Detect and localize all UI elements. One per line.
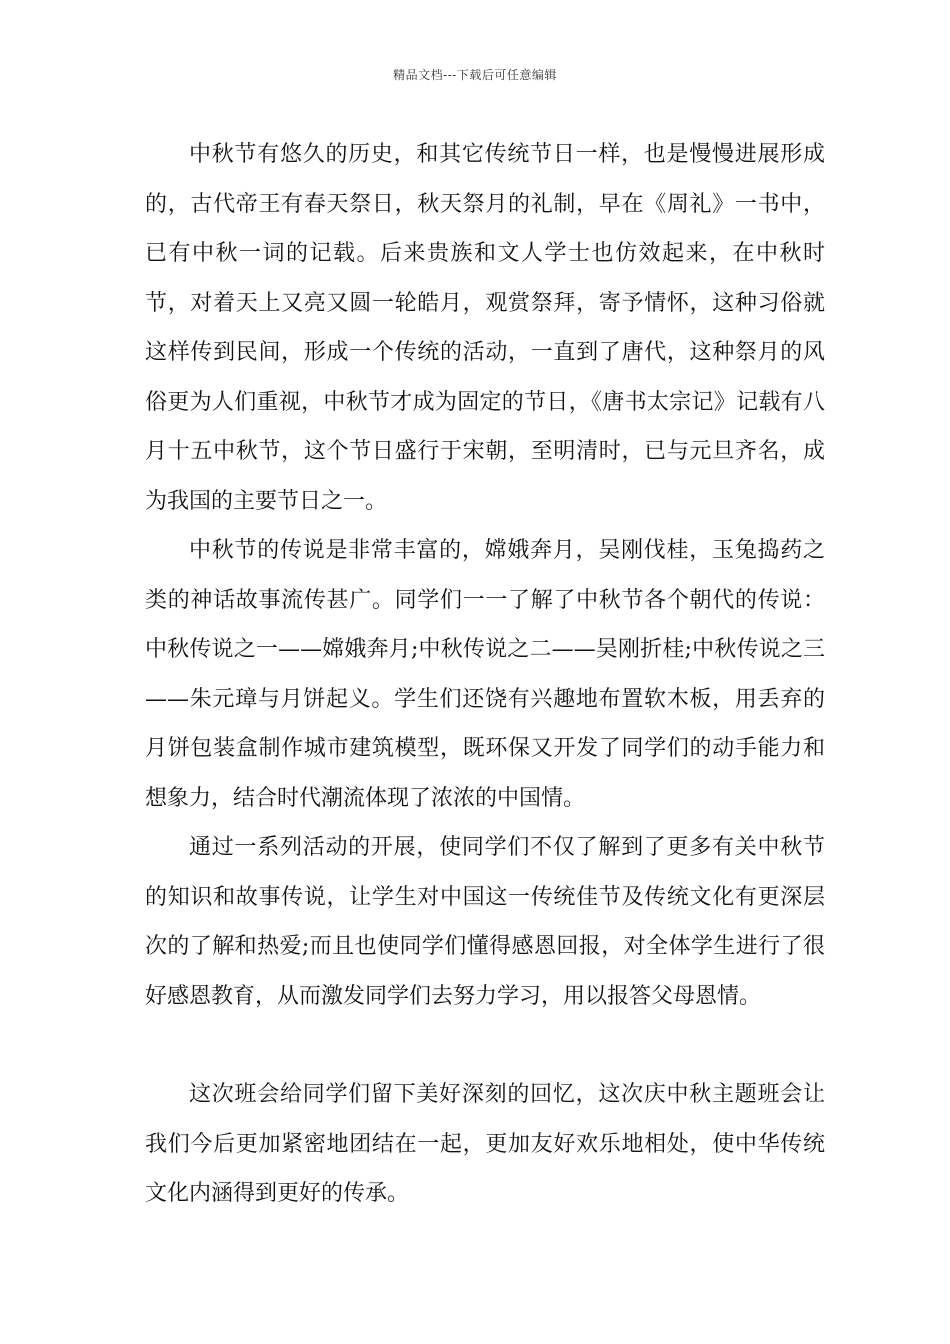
paragraph-history: 中秋节有悠久的历史，和其它传统节日一样，也是慢慢进展形成的，古代帝王有春天祭日，秋天祭月的礼制，早在《周礼》一书中，已有中秋一词的记载。后来贵族和文人学士也仿效起来，在中秋时节，对着天上又亮又圆一轮皓月，观赏祭拜，寄予情怀，这种习俗就这样传到民间，形成一个传统的活动，一直到了唐代，这种祭月的风俗更为人们重视，中秋节才成为固定的节日，《唐书太宗记》记载有八月十五中秋节，这个节日盛行于宋朝，至明清时，已与元旦齐名，成为我国的主要节日之一。 (145, 142, 825, 514)
paragraph-conclusion: 这次班会给同学们留下美好深刻的回忆，这次庆中秋主题班会让我们今后更加紧密地团结在一起，更加友好欢乐地相处，使中华传统文化内涵得到更好的传承。 (145, 1082, 825, 1206)
document-body (145, 130, 825, 1219)
paragraph-activities: 通过一系列活动的开展，使同学们不仅了解到了更多有关中秋节的知识和故事传说，让学生对中国这一传统佳节及传统文化有更深层次的了解和热爱;而且也使同学们懂得感恩回报，对全体学生进行了很好感恩教育，从而激发同学们去努力学习，用以报答父母恩情。 (145, 835, 825, 1009)
paragraph-legends: 中秋节的传说是非常丰富的，嫦娥奔月，吴刚伐桂，玉兔捣药之类的神话故事流传甚广。同学们一一了解了中秋节各个朝代的传说：中秋传说之一——嫦娥奔月;中秋传说之二——吴刚折桂;中秋传说之三——朱元璋与月饼起义。学生们还饶有兴趣地布置软木板，用丢弃的月饼包装盒制作城市建筑模型，既环保又开发了同学们的动手能力和想象力，结合时代潮流体现了浓浓的中国情。 (145, 538, 825, 811)
header-note: 精品文档---下载后可任意编辑 (393, 68, 557, 82)
